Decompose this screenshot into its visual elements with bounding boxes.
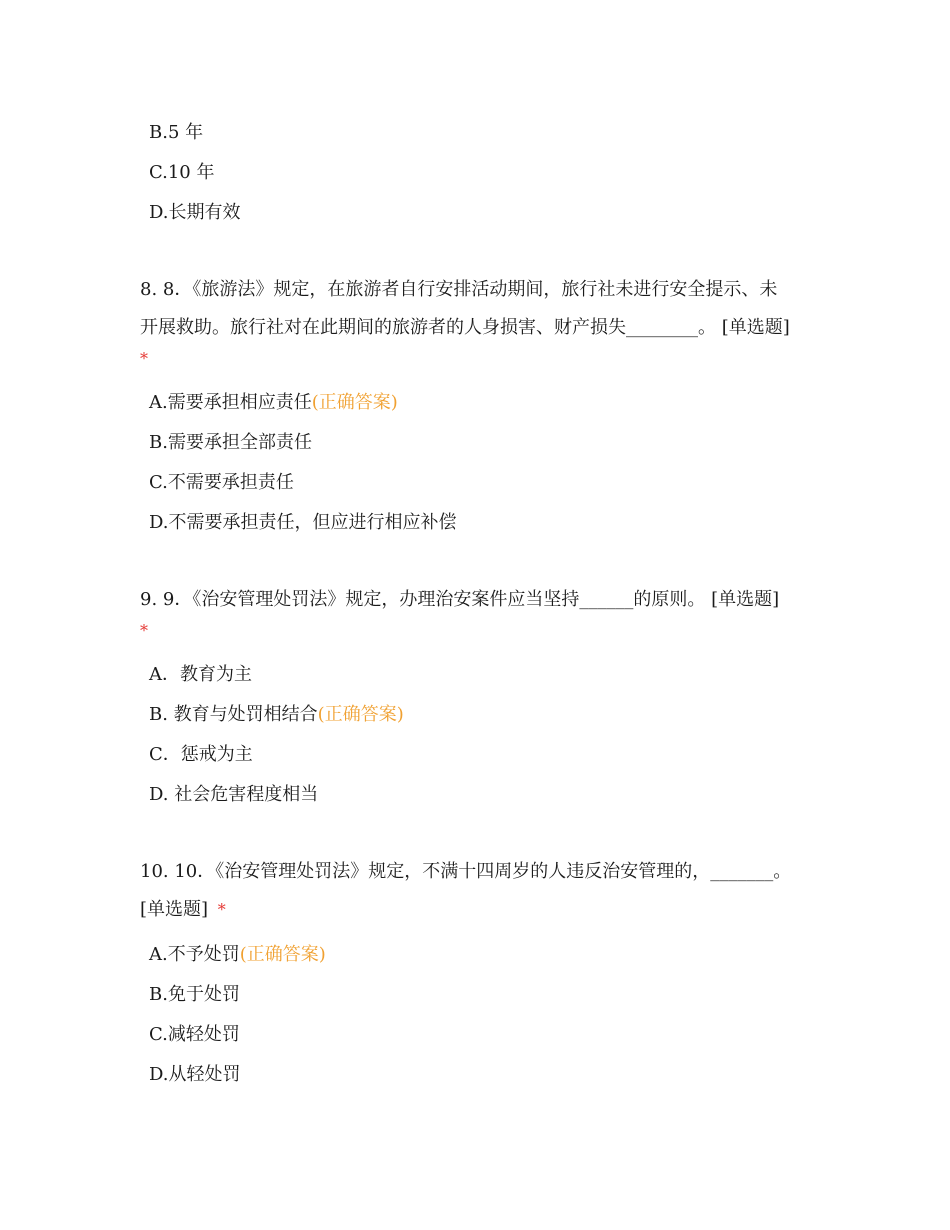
option-label: A.需要承担相应责任 <box>149 392 312 413</box>
option-label: B. 教育与处罚相结合 <box>149 704 318 725</box>
q10-title-line2 <box>140 897 226 923</box>
required-marker: * <box>140 349 148 368</box>
option-label: C．惩戒为主 <box>149 744 253 765</box>
q10-option-b[interactable] <box>149 983 240 1007</box>
correct-answer-tag: (正确答案) <box>311 392 398 413</box>
q8-title-line1: 8. 8．《旅游法》规定，在旅游者自行安排活动期间，旅行社未进行安全提示、未 <box>140 279 778 300</box>
option-label: A.不予处罚 <box>149 944 240 965</box>
option-label: D. 社会危害程度相当 <box>149 784 319 805</box>
option-label: B.免于处罚 <box>149 984 240 1005</box>
option-label: D.长期有效 <box>149 202 241 223</box>
q8-option-d[interactable] <box>149 511 457 535</box>
option-label: C.10 年 <box>149 162 215 183</box>
option-label: B.5 年 <box>149 122 204 143</box>
option-label: A．教育为主 <box>149 664 252 685</box>
required-marker: * <box>217 900 226 919</box>
q7-option-b[interactable] <box>149 121 203 145</box>
option-label: C.不需要承担责任 <box>149 472 294 493</box>
q10-option-c[interactable] <box>149 1023 240 1047</box>
q8-option-c[interactable] <box>149 471 294 495</box>
q8-option-b[interactable] <box>149 431 312 455</box>
q7-option-c[interactable] <box>149 161 214 185</box>
q10-option-d[interactable] <box>149 1063 241 1087</box>
q10-title-line1: 10. 10．《治安管理处罚法》规定，不满十四周岁的人违反治安管理的，_______。 <box>140 861 792 882</box>
correct-answer-tag: (正确答案) <box>317 704 404 725</box>
q8-option-a[interactable] <box>149 391 398 415</box>
option-label: D.不需要承担责任，但应进行相应补偿 <box>149 512 457 533</box>
q9-option-d[interactable] <box>149 783 318 807</box>
q9-title-line1: 9. 9．《治安管理处罚法》规定，办理治安案件应当坚持______的原则。 [单选题] <box>140 589 780 610</box>
option-label: C.减轻处罚 <box>149 1024 240 1045</box>
q8-title-line2: 开展救助。旅行社对在此期间的旅游者的人身损害、财产损失________。 [单选题] <box>140 317 790 338</box>
q9-option-c[interactable] <box>149 743 253 767</box>
q7-option-d[interactable] <box>149 201 241 225</box>
option-label: B.需要承担全部责任 <box>149 432 312 453</box>
question-type-label: [单选题] <box>140 899 209 920</box>
correct-answer-tag: (正确答案) <box>239 944 326 965</box>
option-label: D.从轻处罚 <box>149 1064 241 1085</box>
q10-option-a[interactable] <box>149 943 326 967</box>
q9-option-a[interactable] <box>149 663 252 687</box>
required-marker: * <box>140 621 148 640</box>
q9-option-b[interactable] <box>149 703 404 727</box>
